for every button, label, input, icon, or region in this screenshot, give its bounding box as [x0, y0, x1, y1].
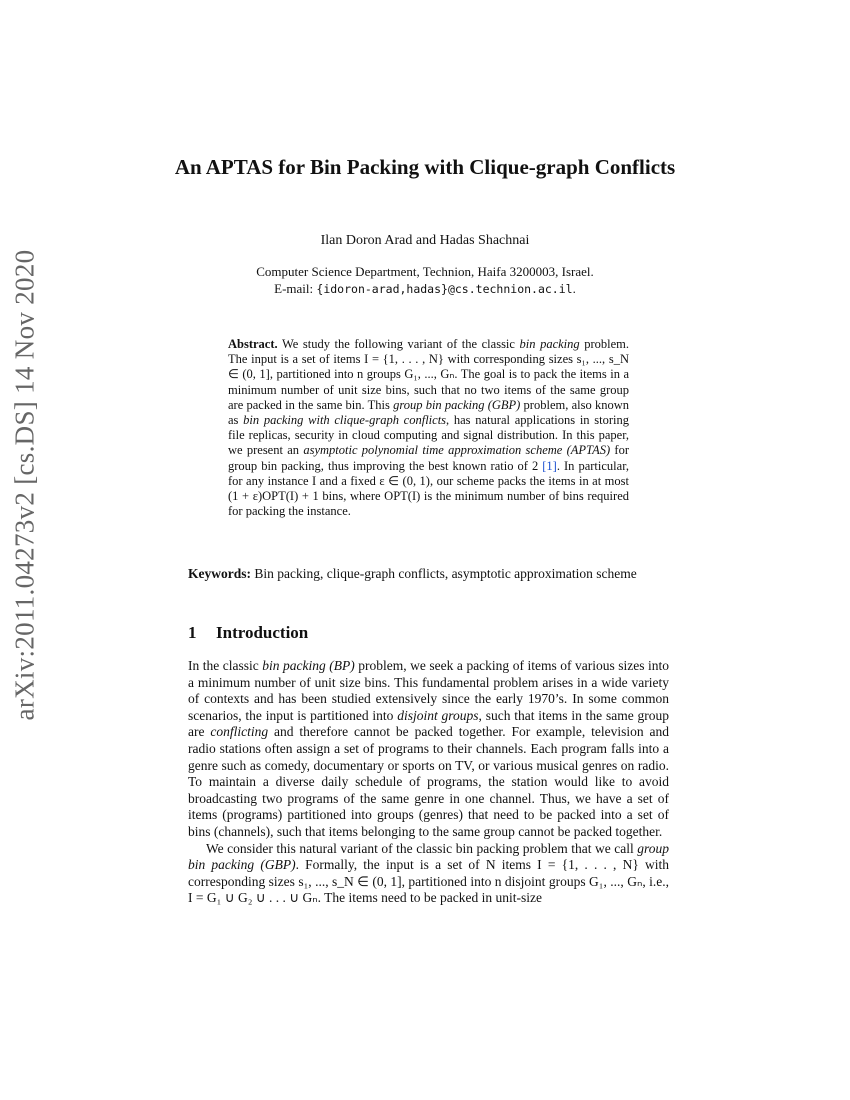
body-emphasis: conflicting	[210, 724, 269, 740]
authors: Ilan Doron Arad and Hadas Shachnai	[320, 233, 530, 248]
body-text: problem, we seek a packing of items of various sizes into a minimum number of unit size bins. This fundamental problem arises in a wide variety of contexts and has been studied extensively since the early 1970’s. In some common scenarios, the input is partitioned into	[188, 658, 669, 723]
body-text: . Formally, the input is a set of N items I = {1, . . . , N} with corresponding sizes s₁, ..., s_N ∈ (0, 1], partitioned into n disjoint groups G₁, ..., Gₙ, i.e., I = G₁ ∪ G₂ ∪ . . . ∪ Gₙ. The items need to be packed in unit-size	[188, 857, 670, 906]
body-emphasis: group bin packing (GBP)	[188, 840, 669, 873]
body-text: In the classic	[188, 658, 263, 673]
body-emphasis: disjoint groups	[397, 707, 479, 723]
body-text: We consider this natural variant of the classic bin packing problem that we call	[206, 840, 638, 856]
section-number: 1	[188, 623, 197, 642]
email-suffix: .	[572, 281, 576, 296]
abstract-emphasis: group bin packing (GBP)	[393, 397, 521, 412]
citation-link[interactable]: [1]	[542, 458, 557, 473]
abstract-text: for group bin packing, thus improving the best known ratio of 2	[228, 443, 630, 473]
abstract-text: , has natural applications in storing file replicas, security in cloud computing and signal distribution. In this paper, we present an	[228, 413, 629, 458]
abstract-emphasis: bin packing	[519, 337, 580, 351]
body-text: , such that items in the same group are	[188, 707, 670, 740]
abstract-text: We study the following variant of the classic	[277, 337, 520, 351]
email-line	[150, 280, 700, 298]
abstract-emphasis: bin packing with clique-graph conflicts	[243, 413, 447, 428]
abstract-text: problem. The input is a set of items I = {1, . . . , N} with corresponding sizes s₁, ..., s_N ∈ (0, 1], partitioned into n groups G₁, ..., Gₙ. The goal is to pack the items in a minimum number of unit size bins, such that no two items of the same group are packed in the same bin. This	[228, 337, 629, 412]
affiliation-line: Computer Science Department, Technion, Haifa 3200003, Israel.	[256, 264, 594, 279]
paper-title: An APTAS for Bin Packing with Clique-graph Conflicts	[174, 155, 676, 179]
arxiv-id: arXiv:2011.04273v2 [cs.DS] 14 Nov 2020	[9, 249, 40, 721]
arxiv-sidebar-stamp	[0, 249, 50, 721]
paragraph	[188, 658, 669, 841]
keywords	[188, 565, 669, 582]
abstract	[228, 337, 629, 519]
keywords-label: Keywords:	[188, 566, 251, 581]
body-emphasis: bin packing (BP)	[262, 658, 355, 673]
abstract-emphasis: asymptotic polynomial time approximation scheme (APTAS)	[303, 443, 611, 458]
abstract-text: problem, also known as	[228, 397, 629, 428]
keywords-text: Bin packing, clique-graph conflicts, asymptotic approximation scheme	[251, 566, 637, 581]
body-text: and therefore cannot be packed together. For example, television and radio stations often assign a set of programs to their channels. Each program falls into a genre such as comedy, documentary or sports on TV, or various musical genres on radio. To maintain a diverse daily schedule of programs, the station would like to avoid broadcasting two programs of the same genre in one channel. Thus, we have a set of items (programs) partitioned into groups (genres) that need to be packed into a set of bins (channels), such that items belonging to the same group cannot be packed together.	[188, 724, 670, 839]
email-prefix: E-mail:	[274, 281, 317, 296]
intro-body	[188, 658, 669, 907]
email-address[interactable]: {idoron-arad,hadas}@cs.technion.ac.il	[316, 282, 573, 296]
section-title: Introduction	[216, 623, 309, 642]
abstract-label: Abstract.	[228, 337, 278, 351]
section-heading	[188, 623, 308, 643]
paragraph	[188, 841, 669, 907]
affiliation	[150, 263, 700, 298]
abstract-text: . In particular, for any instance I and a fixed ε ∈ (0, 1), our scheme packs the items in at most (1 + ε)OPT(I) + 1 bins, where OPT(I) is the minimum number of bins required for packing the instance.	[228, 458, 629, 519]
